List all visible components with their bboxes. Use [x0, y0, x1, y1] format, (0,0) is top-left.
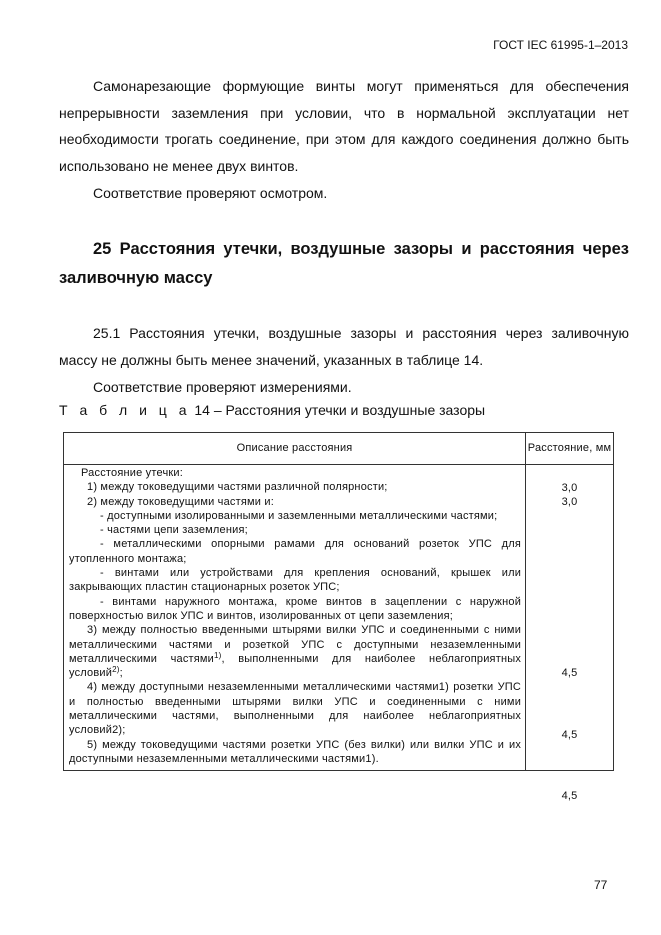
- value-item-2: 3,0: [561, 496, 578, 508]
- table-caption-text: 14 – Расстояния утечки и воздушные зазоры: [190, 402, 486, 418]
- section-heading: 25 Расстояния утечки, воздушные зазоры и расстояния через заливочную массу: [59, 240, 629, 287]
- footnote-ref-2: 2): [112, 665, 120, 675]
- clearance-table: [63, 432, 614, 802]
- value-item-4: 4,5: [561, 729, 578, 741]
- header-description: Описание расстояния: [64, 433, 526, 465]
- document-id-header: ГОСТ IEC 61995-1–2013: [493, 38, 628, 52]
- description-cell: [64, 465, 526, 771]
- paragraph-25-1: 25.1 Расстояния утечки, воздушные зазоры и расстояния через заливочную массу не должны быть менее значений, указанных в таблице 14.: [59, 325, 629, 368]
- row-item-2: 2) между токоведущими частями и:: [87, 495, 274, 508]
- row-title: Расстояние утечки:: [81, 467, 183, 479]
- row-sub-5: - винтами наружного монтажа, кроме винтов в зацеплении с наружной поверхностью вилок УПС и винтов, изолированных от цепи заземления;: [69, 595, 522, 622]
- row-item-1: 1) между токоведущими частями различной полярности;: [87, 481, 388, 494]
- paragraph-measurement: Соответствие проверяют измерениями.: [93, 379, 352, 395]
- row-item-3-text: 3) между полностью введенными штырями вилки УПС и соединенными с ними металлическими частями и розеткой УПС с доступными незаземленными металлическими частями: [69, 624, 522, 665]
- row-item-4: 4) между доступными незаземленными металлическими частями1) розетки УПС и полностью введенными штырями вилки УПС и соединенными с ними металлическими частями, выполненными для наиболее неблагоприятных условий2);: [69, 681, 522, 737]
- row-sub-3: - металлическими опорными рамами для оснований розеток УПС для утопленного монтажа;: [69, 538, 522, 565]
- row-sub-1: - доступными изолированными и заземленными металлическими частями;: [100, 509, 498, 522]
- row-item-3: [69, 623, 521, 680]
- header-distance: Расстояние, мм: [526, 433, 614, 465]
- row-sub-4: - винтами или устройствами для крепления оснований, крышек или закрывающих пластин стационарных розеток УПС;: [69, 567, 522, 594]
- paragraph-screws: Самонарезающие формующие винты могут применяться для обеспечения непрерывности заземления при условии, что в нормальной эксплуатации нет необходимости трогать соединение, при этом для каждого соединения должно быть использовано не менее двух винтов.: [59, 78, 629, 174]
- row-sub-2: - частями цепи заземления;: [100, 524, 248, 537]
- table-row: [64, 465, 614, 771]
- row-item-3-mid: , выполненными для наиболее неблагоприятных условий: [69, 652, 522, 680]
- paragraph-inspection: Соответствие проверяют осмотром.: [93, 185, 328, 201]
- value-item-1: 3,0: [561, 482, 578, 494]
- page-number: 77: [594, 878, 608, 892]
- row-item-3-end: ;: [119, 667, 123, 680]
- table-header-row: [64, 433, 614, 465]
- footnote-ref-1: 1): [214, 650, 222, 660]
- table-caption: [59, 402, 485, 418]
- value-item-3: 4,5: [561, 667, 578, 679]
- row-item-5: 5) между токоведущими частями розетки УПС (без вилки) или вилки УПС и их доступными незаземленными металлическими частями1).: [69, 738, 522, 765]
- value-item-5: 4,5: [561, 790, 578, 802]
- distance-cell: [526, 465, 614, 802]
- table-caption-prefix: Т а б л и ц а: [59, 402, 191, 418]
